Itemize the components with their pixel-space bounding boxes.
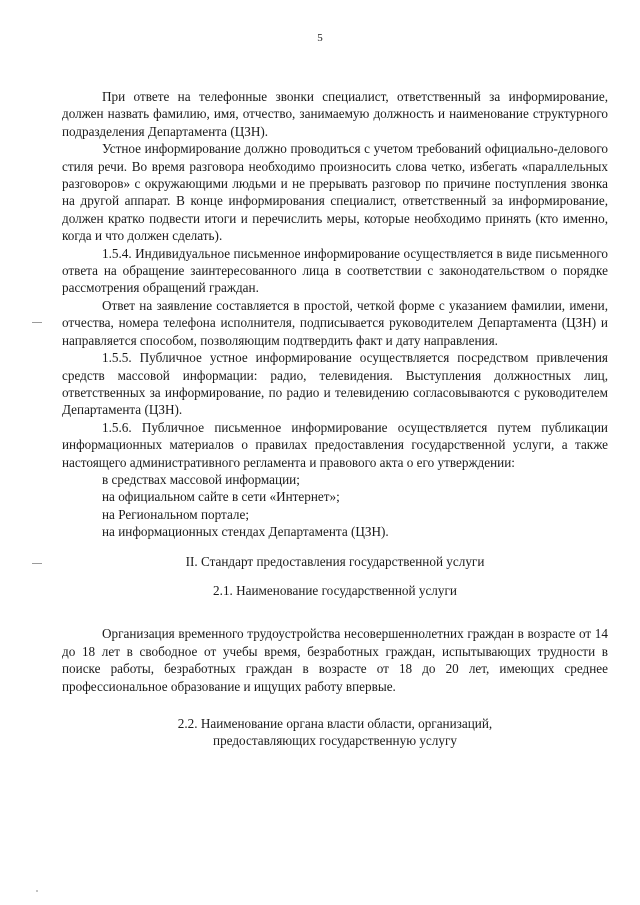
- publication-list: [62, 471, 608, 541]
- list-item: на Региональном портале;: [102, 506, 250, 522]
- heading-line: предоставляющих государственную услугу: [213, 733, 457, 749]
- list-item: на официальном сайте в сети «Интернет»;: [102, 489, 340, 505]
- subsection-heading-2-2: [62, 715, 608, 750]
- subsection-heading-2-1: 2.1. Наименование государственной услуги: [213, 582, 457, 598]
- heading-line: 2.2. Наименование органа власти области, организаций,: [177, 716, 493, 731]
- section-heading: II. Стандарт предоставления государственной услуги: [185, 553, 485, 569]
- margin-mark: [32, 322, 42, 323]
- paragraph-oral-informing: Устное информирование должно проводиться с учетом требований официально-делового стиля речи. Во время разговора необходимо произносить слова четко, избегать «параллельных разговоров» с окружающими людьми и не прерывать разговор по причине поступления звонка на другой аппарат. В конце информирования специалист, ответственный за информирование, должен кратко подвести итоги и перечислить меры, которые необходимо принять (кто именно, когда и что должен сделать).: [62, 141, 608, 244]
- paragraph-1-5-5: 1.5.5. Публичное устное информирование осуществляется посредством привлечения средств массовой информации: радио, телевидения. Выступления должностных лиц, ответственных за информирование, по радио и телевидению согласовываются с руководителем Департамента (ЦЗН).: [62, 350, 608, 418]
- document-body: [62, 88, 608, 750]
- page-number: 5: [317, 32, 323, 44]
- paragraph-phone-answer: При ответе на телефонные звонки специалист, ответственный за информирование, должен назвать фамилию, имя, отчество, занимаемую должность и наименование структурного подразделения Департамента (ЦЗН).: [62, 89, 608, 139]
- paragraph-reply: Ответ на заявление составляется в простой, четкой форме с указанием фамилии, имени, отчества, номера телефона исполнителя, подписывается руководителем Департамента (ЦЗН) и направляется способом, позволяющим подтвердить факт и дату направления.: [62, 297, 608, 348]
- list-item: на информационных стендах Департамента (ЦЗН).: [102, 524, 389, 540]
- scan-dot: [36, 890, 38, 892]
- list-item: в средствах массовой информации;: [102, 471, 300, 487]
- service-name-paragraph: Организация временного трудоустройства несовершеннолетних граждан в возрасте от 14 до 18 лет в свободное от учебы время, безработных граждан, испытывающих трудности в поиске работы, безработных граждан в возрасте от 18 до 20 лет, имеющих среднее профессиональное образование и ищущих работу впервые.: [62, 626, 608, 694]
- paragraph-1-5-6: 1.5.6. Публичное письменное информирование осуществляется путем публикации информационных материалов о правилах предоставления государственной услуги, а также настоящего административного регламента и правового акта о его утверждении:: [62, 419, 608, 470]
- paragraph-1-5-4: 1.5.4. Индивидуальное письменное информирование осуществляется в виде письменного ответа на обращение заинтересованного лица в соответствии с законодательством о порядке рассмотрения обращений граждан.: [62, 245, 608, 296]
- margin-mark: [32, 563, 42, 564]
